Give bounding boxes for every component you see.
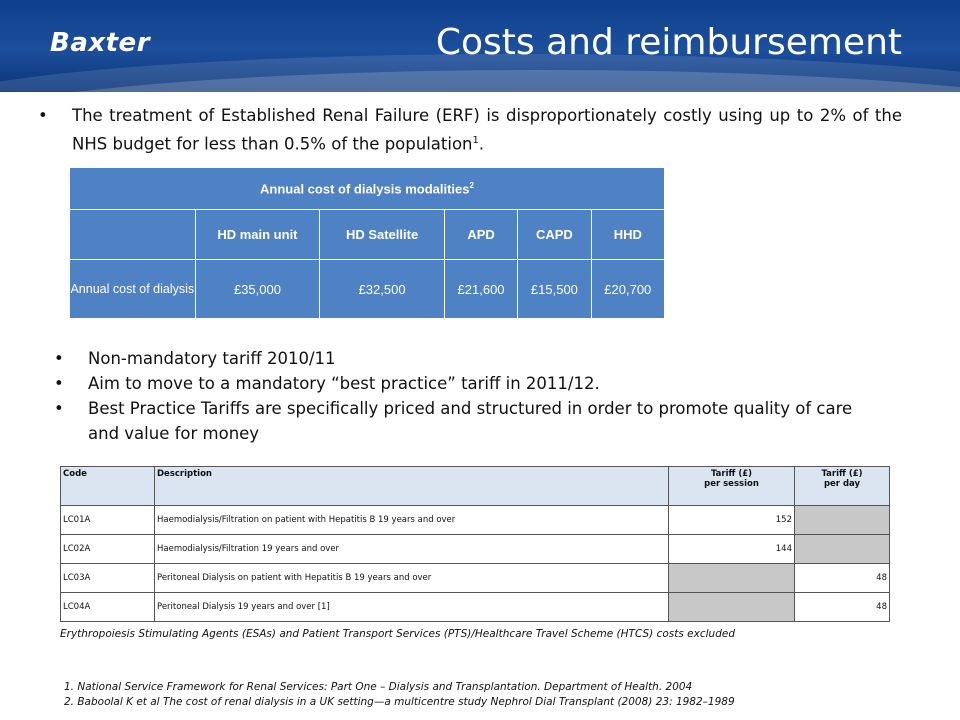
value-apd: £21,600 — [444, 260, 517, 319]
col-hd-main-unit: HD main unit — [195, 210, 320, 260]
cost-table-column-row — [70, 210, 665, 260]
row-session-tariff: 144 — [669, 535, 795, 564]
cost-table-value-row — [70, 260, 665, 319]
table-row — [61, 593, 890, 622]
header-per-day-label: per day — [823, 479, 861, 489]
header-tariff-per-session — [669, 467, 795, 506]
tariff-table-header-row — [61, 467, 890, 506]
reference-item: 1. National Service Framework for Renal Services: Part One – Dialysis and Transplantation. Department of Health. 2004 — [64, 681, 693, 693]
slide-header — [0, 0, 960, 92]
intro-citation: 1 — [472, 135, 479, 146]
row-session-tariff — [669, 593, 795, 622]
cost-table-citation: 2 — [469, 180, 474, 190]
tariff-bullet — [54, 371, 858, 396]
value-capd: £15,500 — [518, 260, 591, 319]
row-session-tariff: 152 — [669, 506, 795, 535]
table-row — [61, 535, 890, 564]
row-code: LC04A — [61, 593, 155, 622]
baxter-logo: Baxter — [50, 28, 151, 58]
intro-period: . — [478, 134, 485, 154]
cost-table-title-row — [70, 168, 665, 210]
value-hd-satellite: £32,500 — [320, 260, 445, 319]
tariff-bullet — [54, 346, 858, 371]
row-day-tariff — [795, 535, 890, 564]
table-row — [61, 564, 890, 593]
col-capd: CAPD — [518, 210, 591, 260]
intro-text: The treatment of Established Renal Failure (ERF) is disproportionately costly using up to 2% of the NHS budget for less than 0.5% of the population — [72, 106, 902, 154]
row-description: Haemodialysis/Filtration 19 years and over — [155, 535, 669, 564]
row-code: LC01A — [61, 506, 155, 535]
col-apd: APD — [444, 210, 517, 260]
header-code: Code — [61, 467, 155, 506]
bullet-dot-icon: • — [54, 349, 64, 368]
row-day-tariff: 48 — [795, 564, 890, 593]
row-description: Haemodialysis/Filtration on patient with Hepatitis B 19 years and over — [155, 506, 669, 535]
tariff-bullet-text: Non-mandatory tariff 2010/11 — [88, 349, 336, 368]
header-tariff-session-label: Tariff (£) — [710, 469, 753, 479]
reference-item: 2. Baboolal K et al The cost of renal dialysis in a UK setting—a multicentre study Nephrol Dial Transplant (2008) 23: 1982–1989 — [64, 696, 735, 708]
bullet-dot-icon: • — [54, 399, 64, 418]
col-hd-satellite: HD Satellite — [320, 210, 445, 260]
row-session-tariff — [669, 564, 795, 593]
row-day-tariff — [795, 506, 890, 535]
row-code: LC02A — [61, 535, 155, 564]
references — [64, 680, 735, 710]
col-hhd: HHD — [591, 210, 664, 260]
header-description: Description — [155, 467, 669, 506]
slide-title: Costs and reimbursement — [435, 22, 902, 63]
tariff-table — [60, 466, 890, 622]
header-tariff-per-day — [795, 467, 890, 506]
row-label-annual-cost: Annual cost of dialysis — [70, 260, 196, 319]
header-tariff-day-label: Tariff (£) — [821, 469, 863, 479]
row-description: Peritoneal Dialysis 19 years and over [1] — [155, 593, 669, 622]
tariff-bullets — [54, 346, 858, 446]
row-day-tariff: 48 — [795, 593, 890, 622]
bullet-dot-icon: • — [54, 374, 64, 393]
dialysis-cost-table — [69, 167, 665, 319]
intro-bullet — [38, 103, 902, 157]
tariff-bullet-text: Aim to move to a mandatory “best practice” tariff in 2011/12. — [88, 374, 600, 393]
value-hhd: £20,700 — [591, 260, 664, 319]
bullet-dot-icon: • — [38, 106, 48, 125]
header-per-session-label: per session — [704, 479, 759, 489]
cost-table-title — [70, 168, 665, 210]
exclusions-note: Erythropoiesis Stimulating Agents (ESAs) and Patient Transport Services (PTS)/Healthcare Travel Scheme (HTCS) costs excluded — [60, 628, 735, 640]
tariff-bullet — [54, 396, 858, 446]
cost-table-corner-cell — [70, 210, 196, 260]
value-hd-main-unit: £35,000 — [195, 260, 320, 319]
table-row — [61, 506, 890, 535]
row-code: LC03A — [61, 564, 155, 593]
cost-table-title-text: Annual cost of dialysis modalities — [260, 181, 470, 197]
row-description: Peritoneal Dialysis on patient with Hepatitis B 19 years and over — [155, 564, 669, 593]
tariff-bullet-text: Best Practice Tariffs are specifically priced and structured in order to promote quality of care and value for money — [88, 399, 853, 443]
